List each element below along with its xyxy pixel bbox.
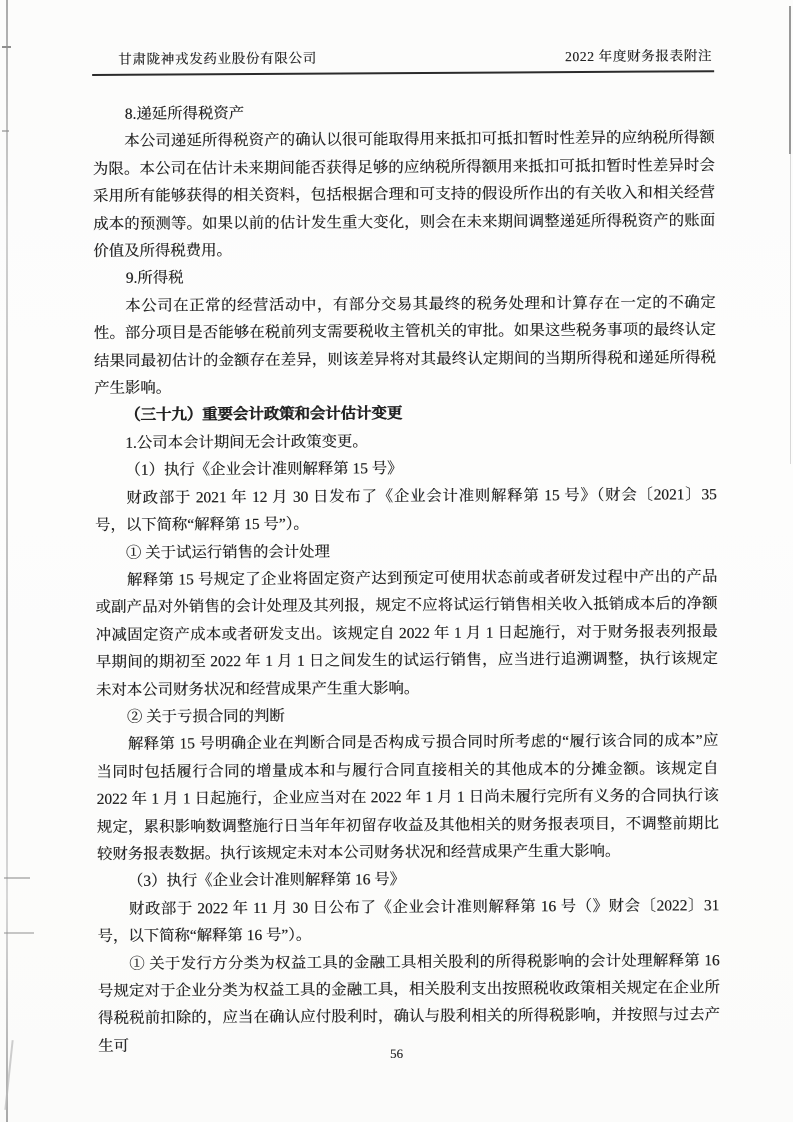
scan-right-edge-line [789,6,791,154]
text-block-2: 9.所得税 [125,269,184,288]
page-number: 56 [390,1046,403,1061]
company-name: 甘肃陇神戎发药业股份有限公司 [118,50,317,67]
document-header [92,44,714,76]
scan-right-edge-line-faint [790,154,791,464]
document-sheet [92,44,720,1060]
scan-edge-mark [4,877,30,879]
text-block-13: 财政部于 2022 年 11 月 30 日公布了《企业会计准则解释第 16 号（》财会〔2022〕31 号，以下简称“解释第 16 号”）。 [97,896,720,946]
scan-left-edge-line [6,0,8,1122]
scan-edge-mark [2,130,9,132]
text-block-6: （1）执行《企业会计准则解释第 15 号》 [125,460,403,480]
text-block-7: 财政部于 2021 年 12 月 30 日发布了《企业会计准则解释第 15 号》（财会〔2021〕35 号，以下简称“解释第 15 号”）。 [94,485,717,535]
text-block-5: 1.公司本会计期间无会计政策变更。 [125,433,368,452]
text-block-11: 解释第 15 号明确企业在判断合同是否构成亏损合同时所考虑的“履行该合同的成本”应当同时包括履行合同的增量成本和与履行合同直接相关的其他成本的分摊金额。该规定自 2022 年 1 月 1 日起施行，企业应当对在 2022 年 1 月 1 日尚未履行完所有义务的合同执行该规定，累积影响数调整施行日当年年初留存收益及其他相关的财务报表项目，不调整前期比较财务报表数据。执行该规定未对本公司财务状况和经营成果产生重大影响。 [96,732,719,863]
text-block-3: 本公司在正常的经营活动中，有部分交易其最终的税务处理和计算存在一定的不确定性。部分项目是否能够在税前列支需要税收主管机关的审批。如果这些税务事项的最终认定结果同最初估计的金额存在差异，则该差异将对其最终认定期间的当期所得税和递延所得税产生影响。 [93,294,716,398]
scan-edge-mark [4,932,34,934]
report-title: 2022 年度财务报表附注 [564,48,713,65]
text-block-0: 8.递延所得税资产 [124,105,245,123]
text-block-14: ① 关于发行方分类为权益工具的金融工具相关股利的所得税影响的会计处理解释第 16 号规定对于企业分类为权益工具的金融工具，相关股利支出按照税收政策相关规定在企业所得税税前扣除的，应当在确认应付股利时，确认与股利相关的所得税影响，并按照与过去产生可 [97,951,720,1055]
text-block-9: 解释第 15 号规定了企业将固定资产达到预定可使用状态前或者研发过程中产出的产品或副产品对外销售的会计处理及其列报，规定不应将试运行销售相关收入抵销成本后的净额冲减固定资产成本或者研发支出。该规定自 2022 年 1 月 1 日起施行，对于财务报表列报最早期间的期初至 2022 年 1 月 1 日之间发生的试运行销售，应当进行追溯调整，执行该规定未对本公司财务状况和经营成果产生重大影响。 [95,568,718,699]
text-block-8: ① 关于试运行销售的会计处理 [125,543,330,562]
scan-edge-mark [2,46,11,48]
document-body [92,72,720,1060]
text-block-10: ② 关于亏损合同的判断 [126,707,285,726]
text-block-4: （三十九）重要会计政策和会计估计变更 [124,405,403,425]
text-block-1: 本公司递延所得税资产的确认以很可能取得用来抵扣可抵扣暂时性差异的应纳税所得额为限。本公司在估计未来期间能否获得足够的应纳税所得额用来抵扣可抵扣暂时性差异时会采用所有能够获得的相关资料，包括根据合理和可支持的假设所作出的有关收入和相关经营成本的预测等。如果以前的估计发生重大变化，则会在未来期间调整递延所得税资产的账面价值及所得税费用。 [92,129,716,261]
text-block-12: （3）执行《企业会计准则解释第 16 号》 [127,871,405,891]
